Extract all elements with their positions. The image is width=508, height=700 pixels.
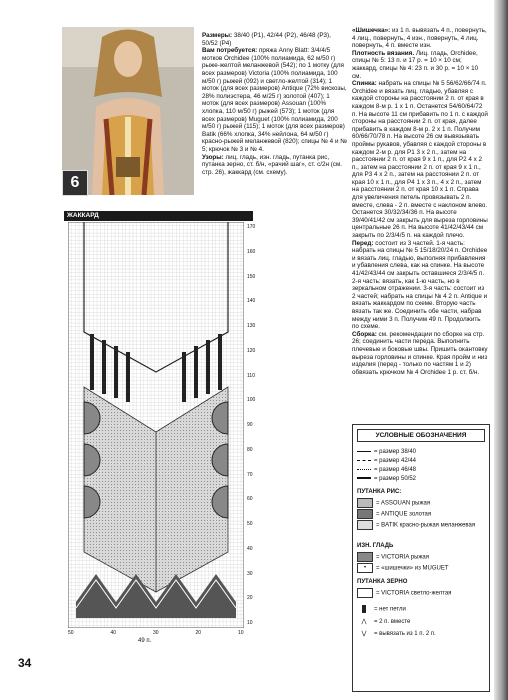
x-tick-label: 50 [68,630,74,636]
legend-size-3 [357,467,416,473]
y-tick-label: 140 [247,298,256,305]
legend-label: = размер 42/44 [374,458,417,464]
para-heading: Спинка: [352,80,377,88]
legend-title: УСЛОВНЫЕ ОБОЗНАЧЕНИЯ [357,429,485,442]
x-tick-label: 40 [110,630,117,636]
y-tick-label: 120 [247,347,256,354]
materials-paragraph [202,47,347,153]
increase-icon: ⋁ [361,631,367,637]
y-tick-label: 110 [247,372,255,379]
y-tick-label: 160 [247,248,256,255]
patterns-paragraph [202,154,347,177]
legend-size-2 [357,458,416,464]
legend-size-4 [357,476,416,482]
gauge-paragraph [352,50,488,80]
para-body: состоит из 3 частей. 1-я часть: набрать на спицы № 5 15/18/20/24 п. Orchidee и вязать лиц. гладью, выполняя прибавления и убавления слева, как на спинке. На высоте 41/42/43/44 см закрыть оставшиеся 2/3/4/5 п. 2-я часть: вязать, как 1-ю часть, но в зеркальном отражении. 3-я часть: состоит из 2 частей; набрать на спицы № 4 2 п. Antique и вязать жаккардом по схеме. Вторую часть вязать так же. Соединить обе части, набрав между ними 3 п. Получим 49 п. Продолжить по схеме. [352,239,488,331]
back-paragraph [352,80,488,239]
y-tick-label: 150 [247,273,256,280]
legend-label: = «шишечки» из MUGUET [376,565,449,572]
page-number: 34 [18,656,32,670]
para-body: из 1 п. вывязать 4 п., повернуть, 4 лиц., повернуть, 4 изн., повернуть, 4 лиц. повернуть, 4 п. вместе изн. [352,27,487,50]
y-tick-label: 40 [247,545,253,552]
legend-label: = размер 38/40 [374,449,417,455]
para-heading: Размеры: [202,32,233,39]
para-body: 38/40 (P1), 42/44 (P2), 46/48 (P3), 50/52 (P4) [202,32,331,47]
y-tick-label: 10 [247,620,253,626]
legend-box [352,424,490,692]
bobble-paragraph [352,27,488,50]
legend-label: = ASSOUAN рыжая [376,500,431,507]
legend-label: = вывязать из 1 п. 2 п. [374,631,436,637]
legend-label: = размер 50/52 [374,476,417,482]
assembly-paragraph [352,331,488,377]
semicircle-motifs-right [212,402,228,518]
sizes-paragraph [202,32,347,47]
x-tick-label: 10 [238,630,244,636]
para-heading: Перед: [352,239,374,247]
legend-misc-3 [357,630,436,637]
legend-seed-1 [357,588,451,598]
para-body: лиц. гладь, изн. гладь, путанка рис, путанка зерно, ст. б/н, «рачий шаг», ст. с/2н (см. стр. 26), жаккард (см. схему). [202,153,343,176]
para-body: пряжа Anny Blatt: 3/4/4/5 мотков Orchidee (100% полиамида, 62 м/50 г) рыже-желтой меланжевой (542); по 1 мотку (для всех размеров) Victoria (100% полиамида, 100 м/50 г) рыжей (092) и светло-желтой (314); 1 моток (для всех размеров) Antique (72% вискозы, 28% полиэстера, 46 м/25 г) золотой (407); 1 моток (для всех размеров) Assouan (100% хлопка, 110 м/50 г) рыжей (573); 1 моток (для всех размеров) Muguet (100% полиамида, 200 м/50 г) рыжей (115); 1 моток (для всех размеров) Batik (66% хлопка, 34% нейлона, 64 м/50 г) красно-рыжей меланжевой (820); спицы № 4 и № 5; крючок № 3 и № 4. [202,47,347,153]
jacquard-chart [68,222,244,633]
y-tick-label: 90 [247,422,253,428]
legend-label: = размер 46/48 [374,467,417,473]
legend-rice-1 [357,498,430,508]
y-tick-label: 60 [247,496,253,503]
chart-width-label: 49 п. [138,638,152,644]
y-tick-label: 130 [247,323,256,329]
y-tick-label: 50 [247,521,253,527]
para-heading: Сборка: [352,330,377,338]
para-heading: Вам потребуется: [202,47,258,55]
legend-purl-header: ИЗН. ГЛАДЬ [357,543,394,549]
legend-label: = VICTORIA рыжая [376,554,429,561]
para-heading: Плотность вязания. [352,49,415,57]
legend-label: = VICTORIA светло-желтая [376,590,452,597]
legend-misc-1 [357,605,406,613]
para-heading: «Шишечка»: [352,27,391,34]
legend-label: = ANTIQUE золотая [376,511,432,518]
x-tick-label: 20 [195,630,202,636]
y-tick-label: 100 [247,397,256,404]
legend-rice-2 [357,509,431,519]
para-body: Лиц. гладь, Orchidee, спицы № 5: 13 п. и 17 р. = 10 × 10 см; жаккард, спицы № 4: 23 п. и 30 р. = 10 × 10 см. [352,49,479,80]
legend-purl-2: • = «шишечки» из MUGUET [357,563,449,573]
materials-text-column [202,32,347,176]
y-tick-label: 170 [247,224,256,230]
para-body: набрать на спицы № 5 56/62/66/74 п. Orchidee и вязать лиц. гладью, убавляя с каждой стороны на расстоянии 2 п. от края в каждом 8-м р. 1 х 1 п. Останется 54/60/64/72 п. На высоте 11 см прибавить по 1 п. с каждой стороны на расстоянии 2 п. от края, далее прибавить в каждом 8-м р. 2 х 1 п. Получим 60/66/70/78 п. На высоте 26 см вывязывать проймы рукавов, убавляя с каждой стороны в каждом 2-м р. для P1 3 х 2 п., затем на расстоянии 2 п. от края 9 х 1 п., для P2 4 х 2 п., затем на расстоянии 2 п. от края 9 х 1 п., для P3 4 х 2 п., затем на расстоянии 2 п. от края 10 х 1 п., для P4 1 х 3 п., 4 х 2 п., затем на расстоянии 2 п. от края 10 х 1 п. Справа для увеличения петель провязывать 2 п. вместе, слева - 2 п. вместе с наклоном влево. Останется 30/32/34/36 п. На высоте 39/40/41/42 см закрыть для выреза горловины центральные 26 п. На высоте 41/42/43/44 см закрыть по 2/3/4/5 п. на каждой плечо. [352,80,488,240]
legend-label: = 2 п. вместе [374,619,411,625]
page-binding-edge [494,0,508,700]
instructions-text-column [352,27,488,376]
decrease-icon: ⋀ [361,619,367,625]
legend-label: = нет петли [374,606,406,613]
front-paragraph [352,240,488,331]
y-tick-label: 70 [247,471,253,478]
legend-rice-header: ПУТАНКА РИС: [357,489,402,495]
y-tick-label: 30 [247,570,253,577]
legend-label: = BATIK красно-рыжая меланжевая [376,522,476,529]
legend-size-1 [357,449,416,455]
model-number-badge: 6 [62,170,88,196]
chart-title: ЖАККАРД [64,211,253,221]
legend-seed-header: ПУТАНКА ЗЕРНО [357,579,408,585]
para-body: см. рекомендации по сборке на стр. 26; соединить части переда. Выполнить плечевые и боковые швы. Пришить окантовку выреза горловины и спинке. Края пройм и низ изделия (перед - только по частям 1 и 2) обвязать крючком № 4 Orchidee 1 р. ст. б/н. [352,330,488,376]
legend-misc-2 [357,618,410,625]
y-tick-label: 80 [247,446,253,453]
para-heading: Узоры: [202,153,224,161]
x-tick-label: 30 [153,630,159,636]
semicircle-motifs-left [84,402,100,518]
legend-rice-3 [357,520,475,530]
y-tick-label: 20 [247,595,253,602]
legend-purl-1 [357,552,429,562]
